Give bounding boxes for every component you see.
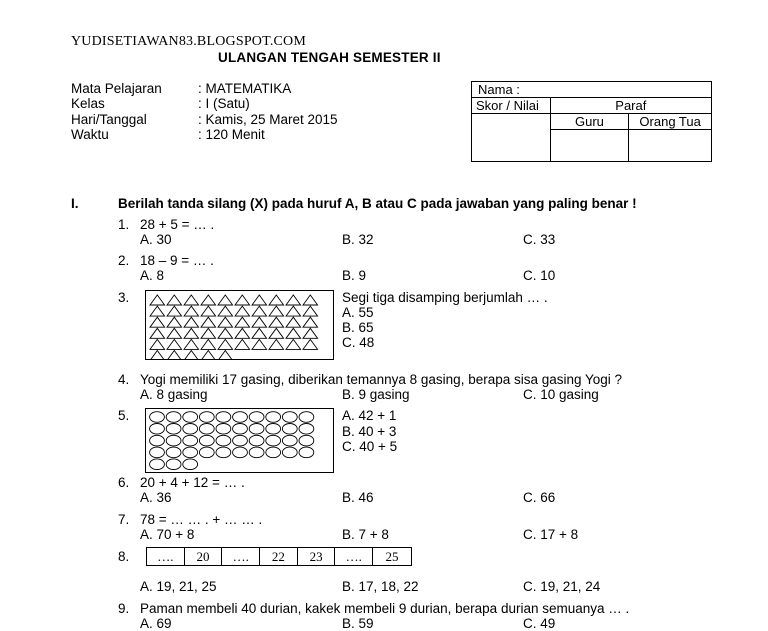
guru-signature-field[interactable] [550, 130, 629, 162]
q6-text: 20 + 4 + 12 = … . [140, 475, 245, 490]
circle-shape [199, 435, 214, 446]
circle-shape [150, 412, 165, 423]
circle-shape [216, 435, 231, 446]
q2-option-b[interactable]: B. 9 [342, 268, 367, 283]
triangle-shape [201, 351, 216, 360]
circle-shape [299, 412, 314, 423]
q5-option-b[interactable]: B. 40 + 3 [342, 424, 397, 439]
q3-number: 3. [118, 290, 130, 305]
sequence-cell: 20 [185, 548, 223, 565]
triangle-shape [303, 339, 318, 349]
triangle-shape [167, 351, 182, 360]
q9-option-a[interactable]: A. 69 [140, 616, 172, 631]
triangle-shape [235, 306, 250, 316]
circle-shape [166, 424, 181, 435]
q4-option-c[interactable]: C. 10 gasing [523, 387, 599, 402]
circle-shape [150, 424, 165, 435]
orang-tua-signature-field[interactable] [629, 130, 712, 162]
score-field[interactable] [472, 114, 551, 162]
circle-shape [166, 447, 181, 458]
circle-shape [216, 447, 231, 458]
triangle-shape [218, 295, 233, 305]
triangle-shape [303, 317, 318, 327]
info-value-subject: : MATEMATIKA [198, 81, 292, 96]
circle-shape [183, 447, 198, 458]
triangle-shape [201, 295, 216, 305]
triangle-shape [184, 306, 199, 316]
q4-option-a[interactable]: A. 8 gasing [140, 387, 208, 402]
circle-shape [216, 424, 231, 435]
triangle-shape [184, 328, 199, 338]
circle-shape [166, 412, 181, 423]
triangle-shape [150, 295, 165, 305]
triangle-shape [150, 306, 165, 316]
sequence-cell: 23 [298, 548, 336, 565]
triangle-shape [286, 317, 301, 327]
circle-shape [233, 435, 248, 446]
q6-option-b[interactable]: B. 46 [342, 490, 374, 505]
circle-shape [266, 424, 281, 435]
circle-shape [166, 459, 181, 470]
triangle-shape [252, 339, 267, 349]
circle-shape [233, 412, 248, 423]
q8-number: 8. [118, 549, 130, 564]
triangle-shape [286, 339, 301, 349]
circle-shape [266, 447, 281, 458]
sequence-cell: …. [335, 548, 373, 565]
q9-option-b[interactable]: B. 59 [342, 616, 374, 631]
q6-option-c[interactable]: C. 66 [523, 490, 556, 505]
score-label: Skor / Nilai [472, 98, 551, 114]
blog-url: YUDISETIAWAN83.BLOGSPOT.COM [71, 34, 307, 49]
q4-option-b[interactable]: B. 9 gasing [342, 387, 410, 402]
q3-option-c[interactable]: C. 48 [342, 335, 375, 350]
q3-option-a[interactable]: A. 55 [342, 305, 374, 320]
triangle-shape [303, 328, 318, 338]
q2-text: 18 – 9 = … . [140, 253, 214, 268]
sequence-cell: …. [222, 548, 260, 565]
circle-shape [150, 459, 165, 470]
q9-text: Paman membeli 40 durian, kakek membeli 9 durian, berapa durian semuanya … . [140, 601, 630, 616]
q5-number: 5. [118, 408, 130, 423]
circle-shape [299, 435, 314, 446]
q6-number: 6. [118, 475, 130, 490]
q1-option-b[interactable]: B. 32 [342, 232, 374, 247]
guru-label: Guru [550, 114, 629, 130]
info-label-subject: Mata Pelajaran [71, 81, 162, 96]
circle-shape [183, 459, 198, 470]
q1-option-c[interactable]: C. 33 [523, 232, 556, 247]
circle-shape [249, 412, 264, 423]
circle-shape [249, 435, 264, 446]
triangle-shape [150, 351, 165, 360]
sequence-cell: 22 [260, 548, 298, 565]
triangle-shape [218, 351, 233, 360]
q3-option-b[interactable]: B. 65 [342, 320, 374, 335]
circle-shape [166, 435, 181, 446]
q7-option-a[interactable]: A. 70 + 8 [140, 527, 195, 542]
orang-tua-label: Orang Tua [629, 114, 712, 130]
score-table [471, 81, 712, 162]
circle-shape [282, 435, 297, 446]
q9-option-c[interactable]: C. 49 [523, 616, 556, 631]
q5-option-a[interactable]: A. 42 + 1 [342, 408, 397, 423]
triangle-shape [218, 306, 233, 316]
q8-option-a[interactable]: A. 19, 21, 25 [140, 579, 217, 594]
triangle-shape [218, 328, 233, 338]
triangle-shape [235, 328, 250, 338]
q5-option-c[interactable]: C. 40 + 5 [342, 439, 398, 454]
q1-number: 1. [118, 217, 130, 232]
triangle-shape [167, 328, 182, 338]
circle-shape [183, 424, 198, 435]
name-field[interactable]: Nama : [472, 82, 712, 98]
triangle-shape [167, 306, 182, 316]
triangle-shape [150, 339, 165, 349]
q1-text: 28 + 5 = … . [140, 217, 215, 232]
circle-shape [249, 424, 264, 435]
triangle-shape [303, 295, 318, 305]
triangle-shape [286, 306, 301, 316]
circle-shape [266, 435, 281, 446]
triangle-shape [184, 295, 199, 305]
triangle-shape [252, 317, 267, 327]
q1-option-a[interactable]: A. 30 [140, 232, 172, 247]
triangle-shape [252, 306, 267, 316]
triangle-shape [150, 317, 165, 327]
triangle-shape [286, 295, 301, 305]
circle-shape [299, 447, 314, 458]
triangle-shape [235, 317, 250, 327]
circle-shape [199, 447, 214, 458]
q7-option-b[interactable]: B. 7 + 8 [342, 527, 389, 542]
info-label-class: Kelas [71, 96, 105, 111]
triangle-shape [218, 339, 233, 349]
circle-shape [282, 424, 297, 435]
circle-shape [183, 435, 198, 446]
info-label-time: Waktu [71, 127, 109, 142]
info-label-date: Hari/Tanggal [71, 112, 147, 127]
triangle-shape [252, 295, 267, 305]
triangle-shape [201, 317, 216, 327]
circle-figure [145, 408, 334, 473]
q8-option-c[interactable]: C. 19, 21, 24 [523, 579, 601, 594]
q3-text: Segi tiga disamping berjumlah … . [342, 290, 548, 305]
q4-number: 4. [118, 372, 130, 387]
circle-shape [266, 412, 281, 423]
info-value-time: : 120 Menit [198, 127, 265, 142]
q7-option-c[interactable]: C. 17 + 8 [523, 527, 579, 542]
q7-text: 78 = … … . + … … . [140, 512, 263, 527]
triangle-shape [286, 328, 301, 338]
triangle-shape [201, 339, 216, 349]
circle-shape [233, 424, 248, 435]
triangle-shape [252, 328, 267, 338]
q2-option-c[interactable]: C. 10 [523, 268, 556, 283]
exam-title: ULANGAN TENGAH SEMESTER II [218, 50, 441, 65]
circle-shape [216, 412, 231, 423]
triangle-shape [269, 317, 284, 327]
q4-text: Yogi memiliki 17 gasing, diberikan temannya 8 gasing, berapa sisa gasing Yogi ? [140, 372, 623, 387]
triangle-shape [167, 295, 182, 305]
circles-drawing [146, 409, 333, 472]
q9-number: 9. [118, 601, 130, 616]
circle-shape [199, 412, 214, 423]
triangle-shape [201, 306, 216, 316]
info-value-class: : I (Satu) [198, 96, 250, 111]
circle-shape [183, 412, 198, 423]
sequence-cell: 25 [385, 548, 399, 564]
circle-shape [299, 424, 314, 435]
circle-shape [282, 412, 297, 423]
triangle-figure [145, 290, 334, 360]
triangle-shape [303, 306, 318, 316]
circle-shape [150, 447, 165, 458]
triangles-drawing [146, 291, 333, 359]
q6-option-a[interactable]: A. 36 [140, 490, 172, 505]
circle-shape [249, 447, 264, 458]
section-number: I. [71, 196, 79, 211]
section-instruction: Berilah tanda silang (X) pada huruf A, B atau C pada jawaban yang paling benar ! [118, 196, 637, 211]
triangle-shape [167, 317, 182, 327]
circle-shape [282, 447, 297, 458]
q2-number: 2. [118, 253, 130, 268]
triangle-shape [218, 317, 233, 327]
triangle-shape [269, 328, 284, 338]
triangle-shape [269, 306, 284, 316]
triangle-shape [201, 328, 216, 338]
triangle-shape [269, 295, 284, 305]
triangle-shape [269, 339, 284, 349]
triangle-shape [150, 328, 165, 338]
circle-shape [199, 424, 214, 435]
q8-option-b[interactable]: B. 17, 18, 22 [342, 579, 419, 594]
circle-shape [150, 435, 165, 446]
triangle-shape [184, 317, 199, 327]
triangle-shape [235, 339, 250, 349]
triangle-shape [184, 339, 199, 349]
circle-shape [233, 447, 248, 458]
q2-option-a[interactable]: A. 8 [140, 268, 165, 283]
sequence-cell: …. [147, 548, 185, 565]
info-value-date: : Kamis, 25 Maret 2015 [198, 112, 338, 127]
triangle-shape [167, 339, 182, 349]
triangle-shape [235, 295, 250, 305]
triangle-shape [184, 351, 199, 360]
number-sequence [146, 547, 412, 566]
q7-number: 7. [118, 512, 130, 527]
paraf-label: Paraf [550, 98, 711, 114]
